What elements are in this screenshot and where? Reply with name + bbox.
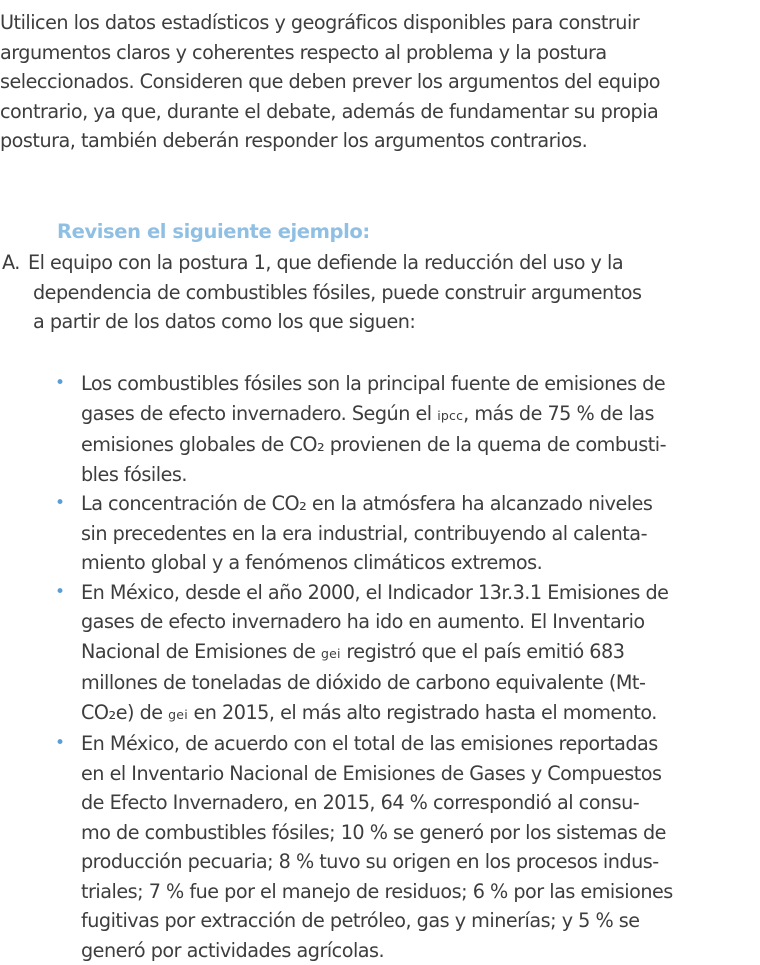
bullet-item bbox=[0, 729, 760, 965]
item-a-line: a partir de los datos como los que siguen: bbox=[33, 310, 416, 333]
example-heading: Revisen el siguiente ejemplo: bbox=[57, 220, 370, 243]
bullet-line: producción pecuaria; 8 % tuvo su origen en los procesos indus- bbox=[81, 850, 659, 873]
item-a-text bbox=[28, 248, 641, 337]
bullet-line: de Efecto Invernadero, en 2015, 64 % correspondió al consu- bbox=[81, 791, 640, 814]
bullet-line: en el Inventario Nacional de Emisiones de Gases y Compuestos bbox=[81, 761, 662, 785]
bullet-line: generó por actividades agrícolas. bbox=[81, 938, 385, 962]
bullet-line: bles fósiles. bbox=[81, 462, 187, 486]
acronym-gei: gei bbox=[168, 706, 188, 722]
bullet-line: sin precedentes en la era industrial, contribuyendo al calenta- bbox=[81, 521, 647, 545]
bullet-text: , más de 75 % de las bbox=[463, 401, 654, 425]
bullet-text: registró que el país emitió 683 bbox=[340, 639, 625, 663]
bullet-text: CO₂e) de bbox=[81, 700, 169, 724]
bullet-line bbox=[81, 399, 760, 431]
intro-line: contrario, ya que, durante el debate, además de fundamentar su propia bbox=[0, 99, 659, 123]
intro-line: postura, también deberán responder los argumentos contrarios. bbox=[0, 129, 588, 152]
argument-bullet-list bbox=[0, 369, 760, 965]
acronym-ipcc: ipcc bbox=[437, 407, 464, 423]
bullet-text: gases de efecto invernadero. Según el bbox=[81, 401, 438, 425]
bullet-line: Los combustibles fósiles son la principal fuente de emisiones de bbox=[81, 372, 666, 395]
bullet-item bbox=[0, 578, 760, 730]
bullet-icon: • bbox=[55, 581, 65, 602]
intro-paragraph bbox=[0, 8, 758, 156]
item-a-line: El equipo con la postura 1, que defiende la reducción del uso y la bbox=[28, 251, 624, 274]
bullet-icon: • bbox=[55, 493, 65, 513]
bullet-line: En México, de acuerdo con el total de las emisiones reportadas bbox=[81, 732, 658, 755]
intro-line: seleccionados. Consideren que deben prever los argumentos del equipo bbox=[0, 70, 660, 93]
bullet-line: triales; 7 % fue por el manejo de residuos; 6 % por las emisiones bbox=[81, 879, 673, 903]
intro-line: Utilicen los datos estadísticos y geográficos disponibles para construir bbox=[0, 11, 640, 34]
bullet-text: en 2015, el más alto registrado hasta el momento. bbox=[187, 700, 657, 724]
bullet-line bbox=[81, 637, 760, 669]
intro-line: argumentos claros y coherentes respecto al problema y la postura bbox=[0, 40, 607, 64]
acronym-gei: gei bbox=[321, 645, 341, 661]
bullet-line: mo de combustibles fósiles; 10 % se generó por los sistemas de bbox=[81, 820, 666, 844]
bullet-icon: • bbox=[55, 733, 65, 753]
bullet-line: millones de toneladas de dióxido de carbono equivalente (Mt- bbox=[81, 671, 646, 694]
bullet-line bbox=[81, 698, 760, 730]
item-a-line: dependencia de combustibles fósiles, puede construir argumentos bbox=[33, 280, 642, 304]
bullet-item bbox=[0, 489, 760, 578]
bullet-line: La concentración de CO₂ en la atmósfera ha alcanzado niveles bbox=[81, 492, 653, 515]
bullet-item bbox=[0, 369, 760, 489]
bullet-line: emisiones globales de CO₂ provienen de la quema de combusti- bbox=[81, 433, 666, 456]
bullet-line: fugitivas por extracción de petróleo, gas y minerías; y 5 % se bbox=[81, 909, 640, 932]
bullet-line: En México, desde el año 2000, el Indicador 13r.3.1 Emisiones de bbox=[81, 580, 669, 604]
bullet-icon: • bbox=[55, 373, 65, 393]
item-a-marker: A. bbox=[2, 251, 20, 274]
bullet-text: Nacional de Emisiones de bbox=[81, 639, 322, 663]
bullet-line: gases de efecto invernadero ha ido en aumento. El Inventario bbox=[81, 610, 645, 633]
bullet-line: miento global y a fenómenos climáticos extremos. bbox=[81, 551, 543, 574]
